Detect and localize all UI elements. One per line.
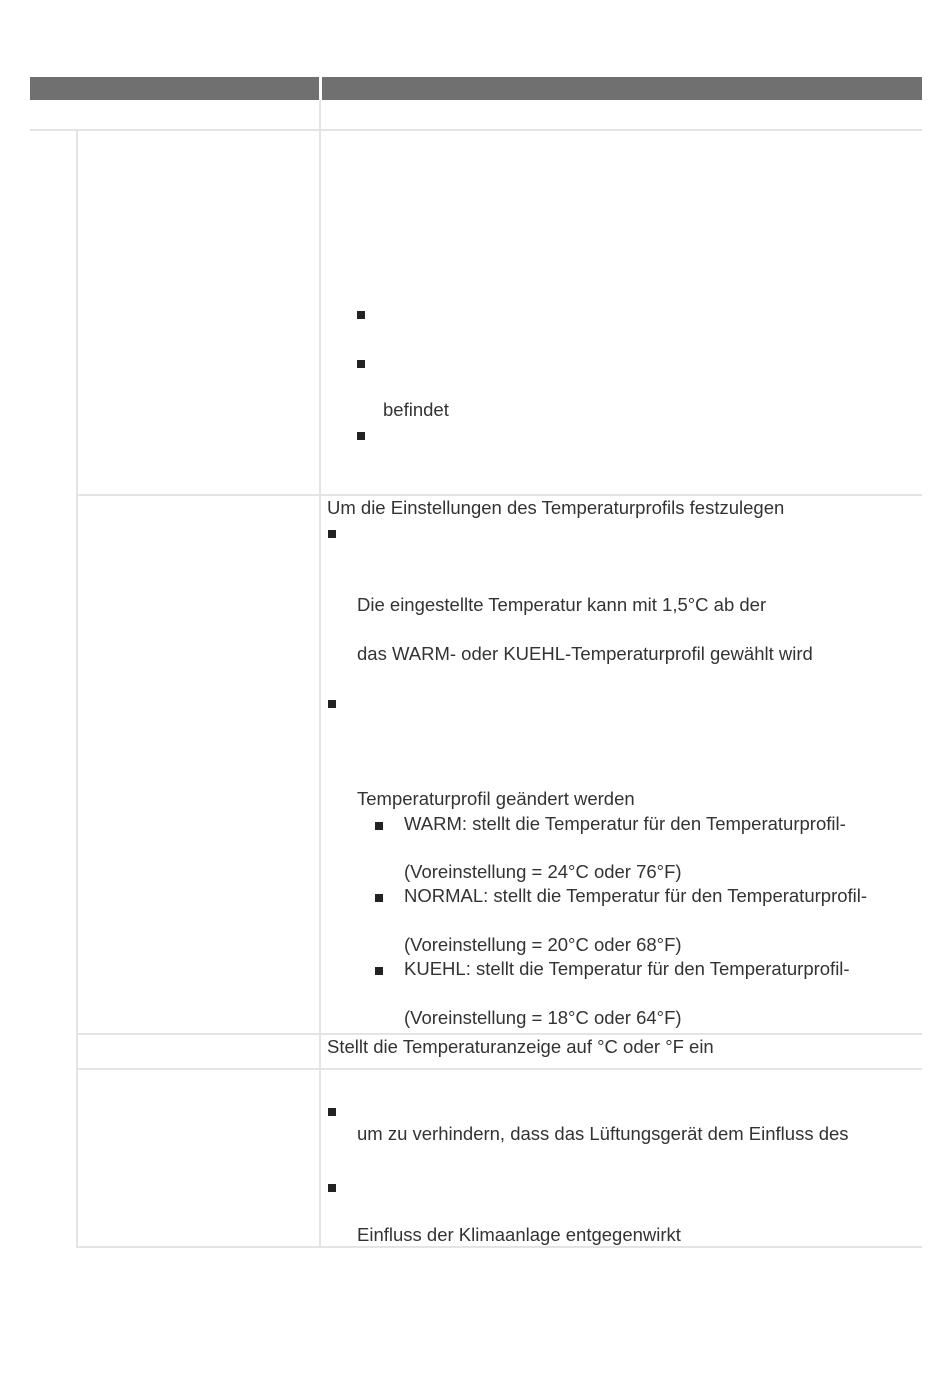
sub-item-kuehl-default: (Voreinstellung = 18°C oder 64°F) (404, 1007, 682, 1028)
section2-intro: Um die Einstellungen des Temperaturprofils festzulegen (327, 497, 785, 518)
row-divider-2 (78, 1033, 922, 1035)
table-header-col2 (322, 77, 922, 100)
section2-line-b: das WARM- oder KUEHL-Temperaturprofil gewählt wird (357, 643, 813, 664)
bullet-icon (357, 360, 365, 368)
section3-text: Stellt die Temperaturanzeige auf °C oder °F ein (327, 1036, 714, 1057)
column-divider (319, 131, 321, 1247)
section2-line-a: Die eingestellte Temperatur kann mit 1,5°C ab der (357, 594, 767, 615)
row-divider-top (30, 129, 922, 131)
row-divider-bottom (76, 1246, 922, 1248)
sub-item-normal-default: (Voreinstellung = 20°C oder 68°F) (404, 934, 682, 955)
sub-item-normal-label: NORMAL: stellt die Temperatur für den Temperaturprofil- (404, 885, 868, 906)
sub-bullet-icon (375, 894, 383, 902)
bullet-icon (357, 311, 365, 319)
column-divider-top (319, 100, 321, 130)
table-header-col1 (30, 77, 319, 100)
nested-left-border (76, 131, 78, 1247)
section2-line-c: Temperaturprofil geändert werden (357, 788, 635, 809)
bullet-icon (328, 1184, 336, 1192)
sub-bullet-icon (375, 822, 383, 830)
section4-line-b: Einfluss der Klimaanlage entgegenwirkt (357, 1224, 681, 1245)
bullet-icon (357, 432, 365, 440)
sub-item-warm-label: WARM: stellt die Temperatur für den Temperaturprofil- (404, 813, 846, 834)
section4-line-a: um zu verhindern, dass das Lüftungsgerät dem Einfluss des (357, 1123, 849, 1144)
sub-item-kuehl-label: KUEHL: stellt die Temperatur für den Temperaturprofil- (404, 958, 850, 979)
bullet-icon (328, 700, 336, 708)
sub-item-warm-default: (Voreinstellung = 24°C oder 76°F) (404, 861, 682, 882)
row-divider-3 (78, 1068, 922, 1070)
bullet-icon (328, 1108, 336, 1116)
row-divider-1 (78, 494, 922, 496)
bullet-icon (328, 530, 336, 538)
section1-fragment: befindet (383, 399, 449, 420)
sub-bullet-icon (375, 967, 383, 975)
